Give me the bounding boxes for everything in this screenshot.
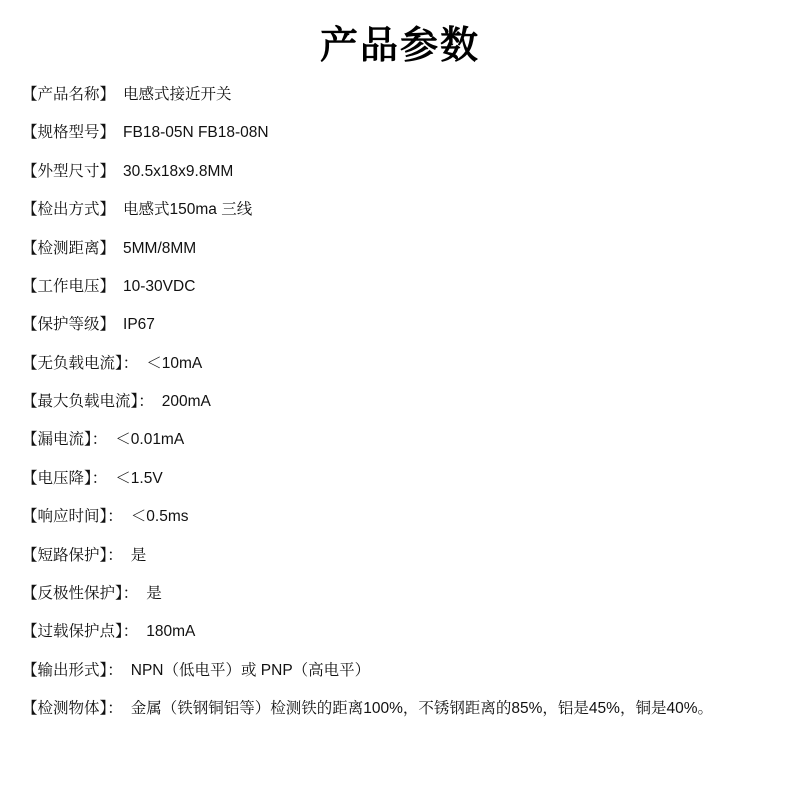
spec-label: 【检测距离】 xyxy=(22,239,116,257)
spec-row xyxy=(22,661,778,680)
spec-row xyxy=(22,277,778,296)
spec-row xyxy=(22,392,778,411)
spec-value: ＜1.5V xyxy=(115,469,163,487)
spec-label: 【过载保护点】： xyxy=(22,623,139,641)
spec-row xyxy=(22,430,778,449)
page-title: 产品参数 xyxy=(319,23,480,67)
spec-row xyxy=(22,354,778,373)
spec-row xyxy=(22,622,778,641)
spec-value: IP67 xyxy=(123,316,155,334)
spec-row xyxy=(22,315,778,334)
spec-label: 【检出方式】 xyxy=(22,201,116,219)
spec-value: 200mA xyxy=(161,393,211,410)
spec-row xyxy=(22,699,778,718)
spec-value: 10-30VDC xyxy=(123,277,196,295)
spec-label: 【工作电压】 xyxy=(22,277,116,295)
spec-label: 【电压降】： xyxy=(22,469,108,487)
spec-label: 【最大负载电流】： xyxy=(22,393,154,410)
spec-row xyxy=(22,584,778,603)
spec-label: 【保护等级】 xyxy=(22,316,116,334)
spec-value: 电感式150ma 三线 xyxy=(123,201,253,219)
spec-value: ＜10mA xyxy=(146,354,203,372)
spec-row xyxy=(22,123,778,142)
spec-label: 【短路保护】： xyxy=(22,546,123,564)
spec-label: 【外型尺寸】 xyxy=(22,162,116,180)
spec-row xyxy=(22,239,778,258)
spec-label: 【反极性保护】： xyxy=(22,584,139,602)
spec-value: 电感式接近开关 xyxy=(123,86,232,103)
spec-value: 是 xyxy=(146,584,162,602)
spec-value: 30.5x18x9.8MM xyxy=(123,162,234,180)
spec-row xyxy=(22,507,778,526)
spec-label: 【无负载电流】： xyxy=(22,354,139,372)
spec-value: ＜0.01mA xyxy=(115,431,185,449)
spec-value: FB18-05N FB18-08N xyxy=(123,124,269,142)
spec-row xyxy=(22,162,778,181)
spec-label: 【漏电流】： xyxy=(22,431,108,449)
spec-row xyxy=(22,469,778,488)
spec-label: 【产品名称】 xyxy=(22,86,116,103)
spec-value: 180mA xyxy=(146,623,196,641)
spec-value: ＜0.5ms xyxy=(130,508,189,526)
spec-value: 金属（铁钢铜铝等）检测铁的距离100%，不锈钢距离的85%，铝是45%，铜是40%。 xyxy=(130,700,713,717)
spec-list xyxy=(0,79,800,718)
spec-label: 【检测物体】： xyxy=(22,700,123,717)
spec-value: NPN（低电平）或 PNP（高电平） xyxy=(130,661,371,679)
spec-value: 5MM/8MM xyxy=(123,239,197,257)
spec-value: 是 xyxy=(130,546,147,564)
spec-label: 【输出形式】： xyxy=(22,661,123,679)
spec-label: 【响应时间】： xyxy=(22,508,123,526)
spec-row xyxy=(22,546,778,565)
spec-row xyxy=(22,200,778,219)
spec-row xyxy=(22,85,778,104)
spec-label: 【规格型号】 xyxy=(22,124,116,142)
